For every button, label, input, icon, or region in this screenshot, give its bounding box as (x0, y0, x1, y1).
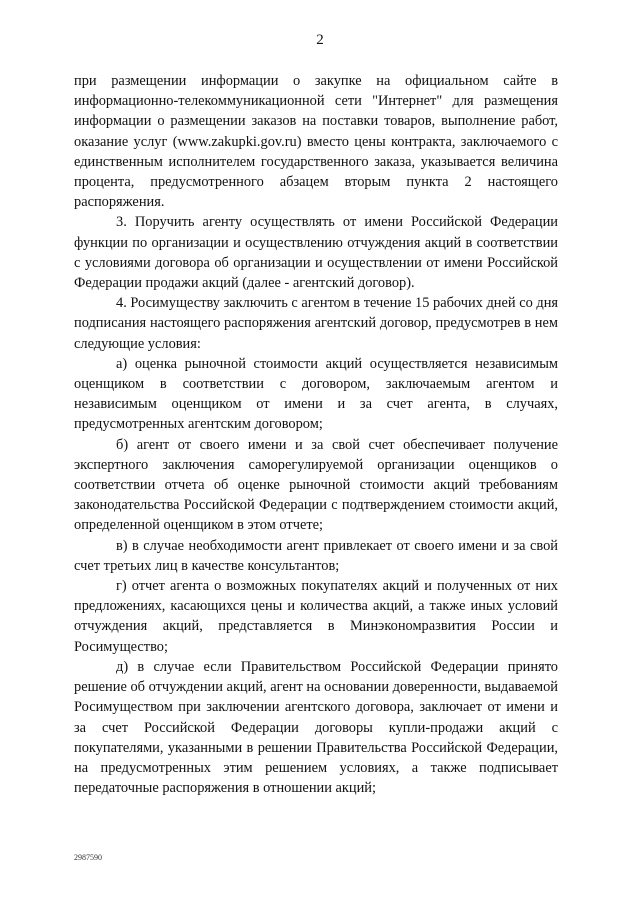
page-number: 2 (316, 32, 324, 48)
paragraph-continuation: при размещении информации о закупке на официальном сайте в информационно-телекоммуникационной сети "Интернет" для размещения информации о размещении заказов на поставки товаров, выполнение работ, оказание услуг (www.zakupki.gov.ru) вместо цены контракта, заключаемого с единственным исполнителем государственного заказа, указывается величина процента, предусмотренного абзацем вторым пункта 2 настоящего распоряжения. (74, 73, 558, 211)
document-body (74, 71, 558, 798)
subparagraph-a: а) оценка рыночной стоимости акций осуществляется независимым оценщиком в соответствии с договором, заключаемым агентом и независимым оценщиком от имени и за счет агента, в случаях, предусмотренных агентским договором; (74, 355, 558, 433)
document-code: 2987590 (74, 853, 102, 862)
subparagraph-d: д) в случае если Правительством Российской Федерации принято решение об отчуждении акций, агент на основании доверенности, выдаваемой Росимуществом при заключении агентского договора, заключает от имени и за счет Российской Федерации договоры купли-продажи акций с покупателями, указанными в решении Правительства Российской Федерации, на предусмотренных этим решением условиях, а также подписывает передаточные распоряжения в отношении акций; (74, 658, 558, 797)
paragraph-item-3: 3. Поручить агенту осуществлять от имени Российской Федерации функции по организации и осуществлению отчуждения акций в соответствии с условиями договора об организации и осуществлении от имени Российской Федерации продажи акций (далее - агентский договор). (74, 214, 558, 292)
subparagraph-v: в) в случае необходимости агент привлекает от своего имени и за свой счет третьих лиц в качестве консультантов; (74, 537, 558, 574)
subparagraph-g: г) отчет агента о возможных покупателях акций и полученных от них предложениях, касающихся цены и количества акций, а также иных условий отчуждения акций, представляется в Минэкономразвития России и Росимущество; (74, 578, 558, 655)
subparagraph-b: б) агент от своего имени и за свой счет обеспечивает получение экспертного заключения саморегулируемой организации оценщиков о соответствии отчета об оценке рыночной стоимости акций требованиям законодательства Российской Федерации с подтверждением стоимости акций, определенной оценщиком в этом отчете; (74, 436, 558, 534)
paragraph-item-4: 4. Росимуществу заключить с агентом в течение 15 рабочих дней со дня подписания настоящего распоряжения агентский договор, предусмотрев в нем следующие условия: (74, 295, 559, 352)
